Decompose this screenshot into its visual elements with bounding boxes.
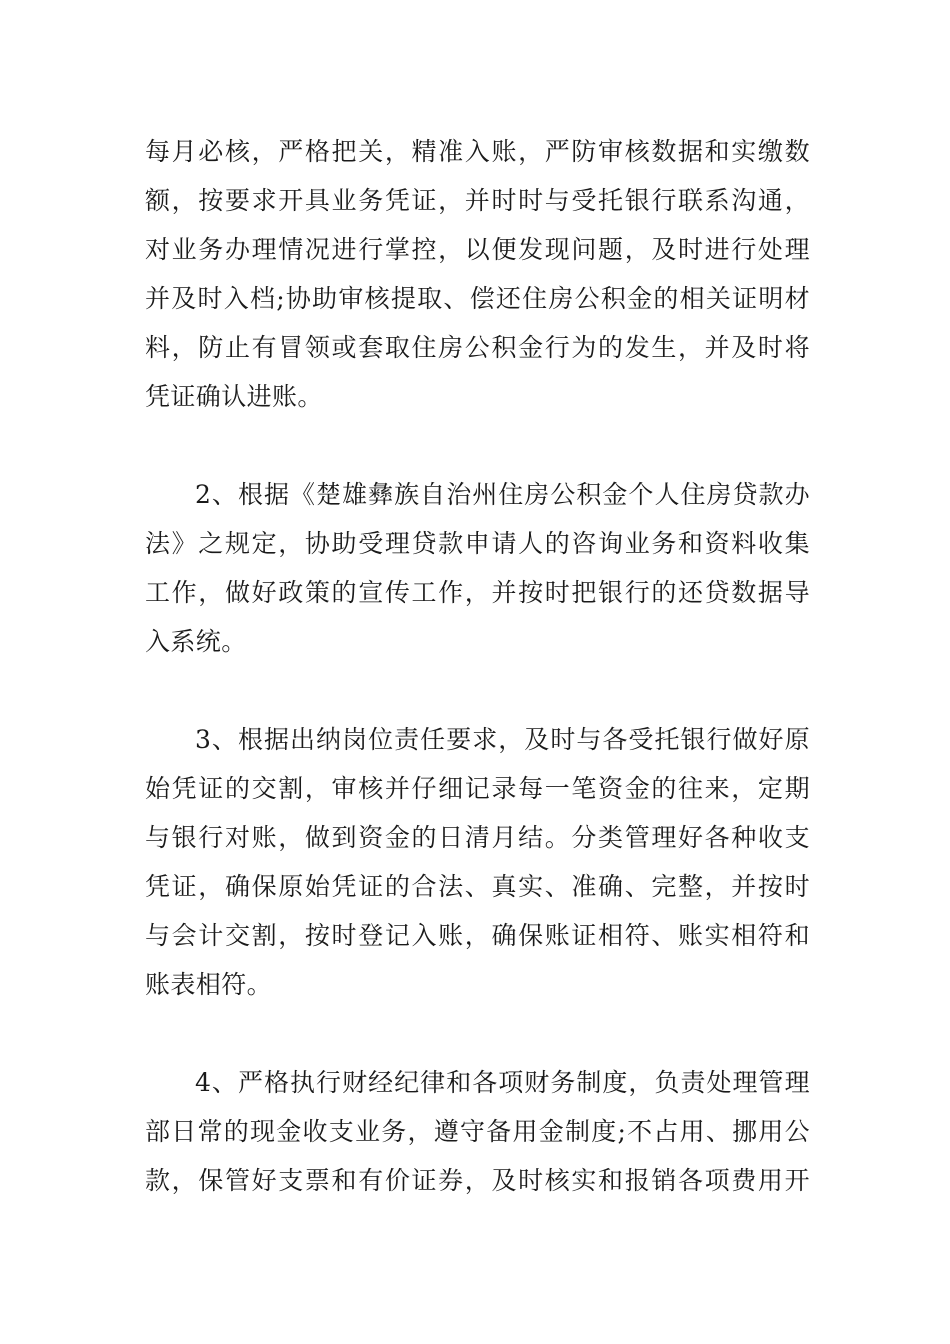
text-line: 与会计交割，按时登记入账，确保账证相符、账实相符和: [145, 921, 810, 950]
paragraph-item-2: [145, 470, 810, 666]
paragraph-continued: [145, 127, 810, 421]
paragraph-item-3: [145, 715, 810, 1009]
text-line: 并及时入档;协助审核提取、偿还住房公积金的相关证明材: [145, 284, 810, 313]
text-line: 对业务办理情况进行掌控，以便发现问题，及时进行处理: [145, 235, 810, 264]
paragraph-spacer: [145, 666, 810, 715]
text-line: 4、严格执行财经纪律和各项财务制度，负责处理管理: [195, 1068, 810, 1097]
text-line: 额，按要求开具业务凭证，并时时与受托银行联系沟通，: [145, 186, 810, 215]
paragraph-item-4: [145, 1058, 810, 1205]
text-line: 入系统。: [145, 627, 247, 656]
text-line: 3、根据出纳岗位责任要求，及时与各受托银行做好原: [195, 725, 810, 754]
paragraph-spacer: [145, 1009, 810, 1058]
text-line: 始凭证的交割，审核并仔细记录每一笔资金的往来，定期: [145, 774, 810, 803]
text-line: 法》之规定，协助受理贷款申请人的咨询业务和资料收集: [145, 529, 810, 558]
paragraph-spacer: [145, 421, 810, 470]
text-line: 工作，做好政策的宣传工作，并按时把银行的还贷数据导: [145, 578, 810, 607]
text-line: 料，防止有冒领或套取住房公积金行为的发生，并及时将: [145, 333, 810, 362]
document-body: [145, 127, 810, 1205]
text-line: 款，保管好支票和有价证券，及时核实和报销各项费用开: [145, 1166, 810, 1195]
text-line: 2、根据《楚雄彝族自治州住房公积金个人住房贷款办: [195, 480, 810, 509]
text-line: 账表相符。: [145, 970, 273, 999]
text-line: 每月必核，严格把关，精准入账，严防审核数据和实缴数: [145, 137, 810, 166]
text-line: 凭证确认进账。: [145, 382, 323, 411]
text-line: 与银行对账，做到资金的日清月结。分类管理好各种收支: [145, 823, 810, 852]
text-line: 凭证，确保原始凭证的合法、真实、准确、完整，并按时: [145, 872, 810, 901]
text-line: 部日常的现金收支业务，遵守备用金制度;不占用、挪用公: [145, 1117, 810, 1146]
